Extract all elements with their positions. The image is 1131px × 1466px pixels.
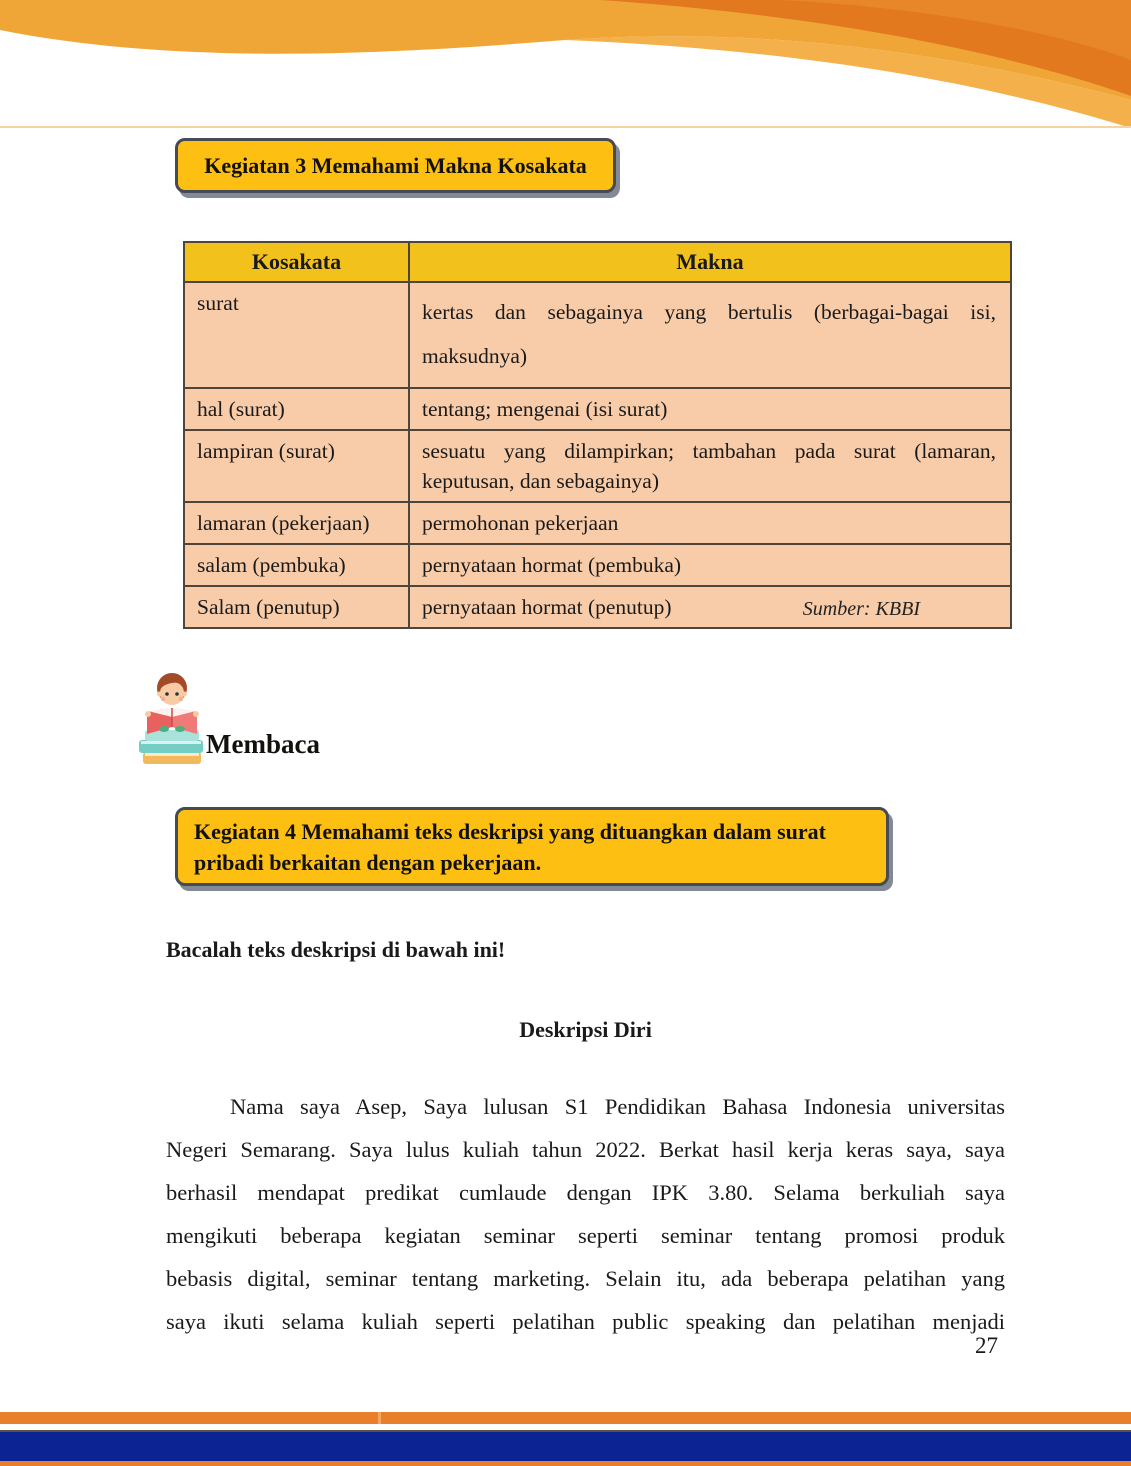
makna-cell: pernyataan hormat (pembuka) (409, 544, 1011, 586)
vocab-table (183, 241, 1012, 629)
paragraph-line: berhasil mendapat predikat cumlaude dengan IPK 3.80. Selama berkuliah saya (166, 1180, 1005, 1205)
table-source-caption: Sumber: KBBI (802, 598, 920, 620)
table-row (184, 388, 1011, 430)
header-divider-line (0, 126, 1131, 128)
paragraph-line: saya ikuti selama kuliah seperti pelatihan public speaking dan pelatihan menjadi (166, 1309, 1005, 1334)
column-header-makna: Makna (409, 242, 1011, 282)
makna-cell: tentang; mengenai (isi surat) (409, 388, 1011, 430)
footer-bottom-strip (0, 1461, 1131, 1466)
page-number: 27 (975, 1333, 998, 1358)
makna-cell: sesuatu yang dilampirkan; tambahan pada surat (lamaran, keputusan, dan sebagainya) (409, 430, 1011, 502)
activity4-banner (175, 807, 889, 886)
table-header-row (184, 242, 1011, 282)
activity3-banner-label: Kegiatan 3 Memahami Makna Kosakata (204, 152, 587, 178)
table-row (184, 430, 1011, 502)
makna-cell: kertas dan sebagainya yang bertulis (berbagai-bagai isi, maksudnya) (409, 282, 1011, 388)
membaca-section-heading: Membaca (206, 729, 320, 759)
description-paragraph (166, 1085, 1005, 1343)
description-title: Deskripsi Diri (519, 1017, 652, 1042)
kosakata-cell: lampiran (surat) (184, 430, 409, 502)
paragraph-line: mengikuti beberapa kegiatan seminar seperti seminar tentang promosi produk (166, 1223, 1005, 1248)
vocab-table-head (184, 242, 1011, 282)
table-row (184, 544, 1011, 586)
footer-blue-bar (0, 1430, 1131, 1461)
kosakata-cell: surat (184, 282, 409, 388)
footer-orange-divider (378, 1412, 381, 1424)
header-wave-decoration (0, 0, 1131, 130)
activity3-banner (175, 138, 616, 193)
makna-cell: pernyataan hormat (penutup) (409, 586, 1011, 628)
table-row (184, 282, 1011, 388)
reading-instruction: Bacalah teks deskripsi di bawah ini! (166, 937, 506, 962)
kosakata-cell: lamaran (pekerjaan) (184, 502, 409, 544)
makna-cell: permohonan pekerjaan (409, 502, 1011, 544)
paragraph-line: Negeri Semarang. Saya lulus kuliah tahun 2022. Berkat hasil kerja keras saya, saya (166, 1137, 1005, 1162)
column-header-kosakata: Kosakata (184, 242, 409, 282)
kosakata-cell: hal (surat) (184, 388, 409, 430)
vocab-table-body (184, 282, 1011, 628)
footer-orange-bar (0, 1412, 1131, 1424)
child-reading-icon (137, 666, 207, 768)
paragraph-line: Nama saya Asep, Saya lulusan S1 Pendidikan Bahasa Indonesia universitas (230, 1094, 1005, 1119)
kosakata-cell: salam (pembuka) (184, 544, 409, 586)
table-row (184, 502, 1011, 544)
paragraph-line: bebasis digital, seminar tentang marketing. Selain itu, ada beberapa pelatihan yang (166, 1266, 1005, 1291)
activity4-banner-label: Kegiatan 4 Memahami teks deskripsi yang dituangkan dalam surat pribadi berkaitan dengan pekerjaan. (194, 818, 826, 875)
kosakata-cell: Salam (penutup) (184, 586, 409, 628)
